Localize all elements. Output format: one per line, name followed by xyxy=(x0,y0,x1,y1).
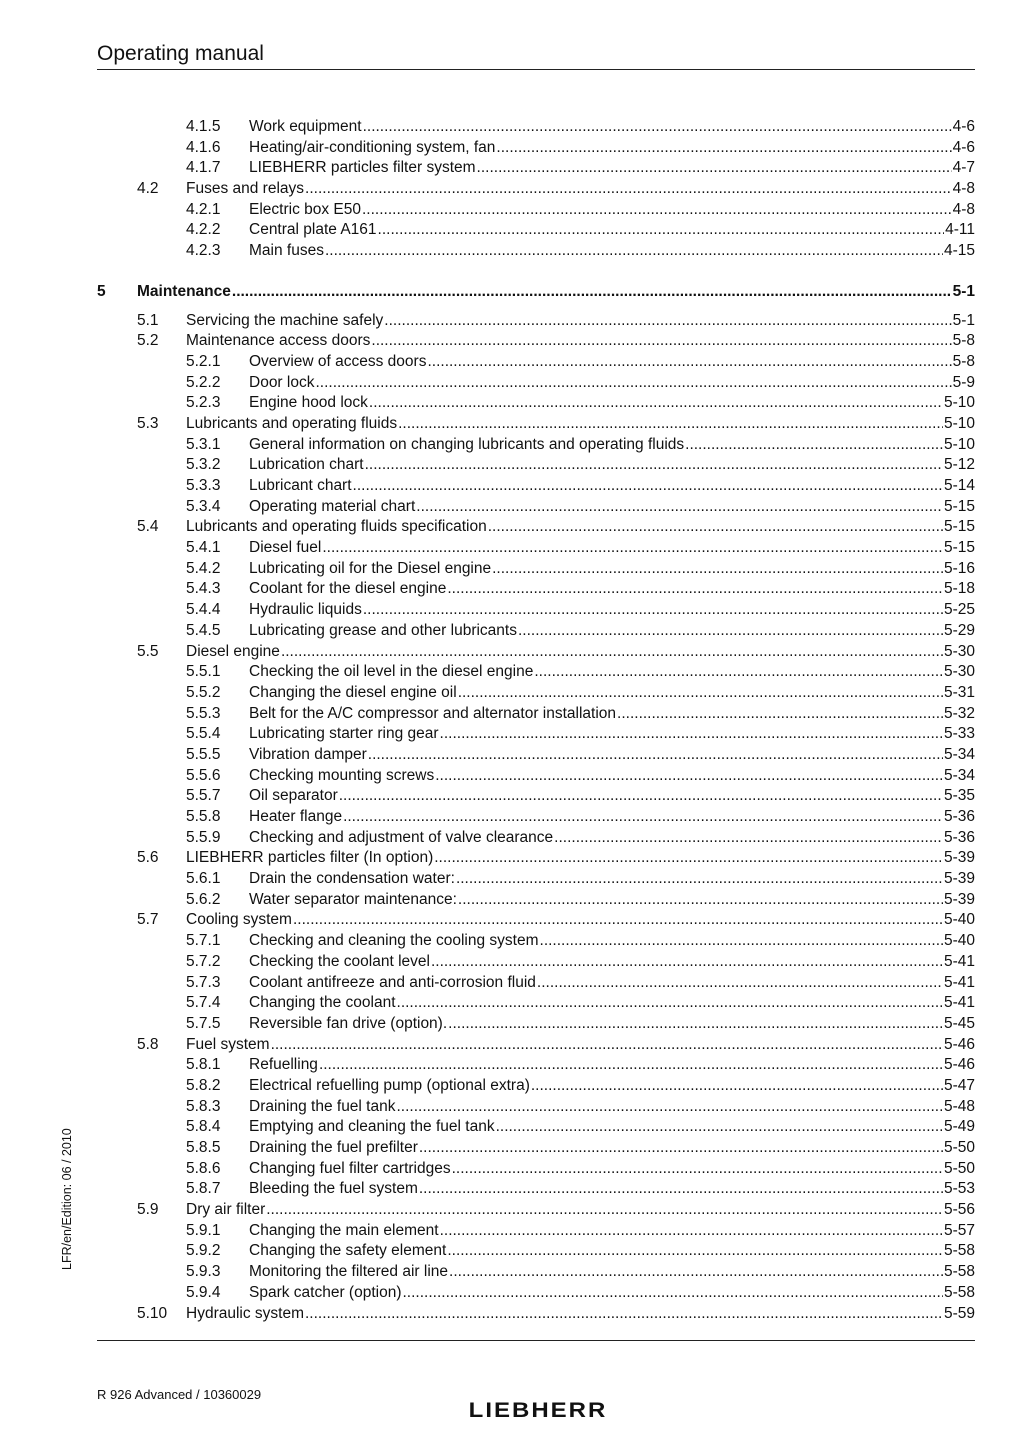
toc-entry-page: 5-9 xyxy=(952,373,975,391)
toc-entry[interactable] xyxy=(0,869,1024,890)
toc-leader-dots xyxy=(448,1014,943,1035)
toc-leader-dots xyxy=(362,200,952,221)
toc-entry-title: Changing fuel filter cartridges xyxy=(249,1159,451,1177)
toc-entry-title: Monitoring the filtered air line xyxy=(249,1263,449,1281)
toc-entry-number: 5.7.4 xyxy=(186,994,221,1012)
toc-entry[interactable] xyxy=(0,138,1024,159)
toc-entry-page: 5-39 xyxy=(943,849,975,867)
toc-entry-page: 5-10 xyxy=(943,394,975,412)
toc-leader-dots xyxy=(419,1179,943,1200)
toc-leader-dots xyxy=(232,282,952,303)
toc-leader-dots xyxy=(319,1055,943,1076)
toc-entry-page: 5-47 xyxy=(943,1076,975,1094)
toc-leader-dots xyxy=(353,476,943,497)
toc-entry[interactable] xyxy=(0,414,1024,435)
toc-entry-title: Refuelling xyxy=(249,1056,318,1074)
toc-entry-number: 5.6.1 xyxy=(186,870,221,888)
toc-entry-number: 5.6 xyxy=(137,849,159,867)
toc-entry-number: 5.4 xyxy=(137,518,159,536)
toc-leader-dots xyxy=(518,621,943,642)
toc-entry-title: Hydraulic system xyxy=(186,1304,304,1322)
toc-entry-number: 5.4.4 xyxy=(186,601,221,619)
toc-entry-page: 5-25 xyxy=(943,601,975,619)
toc-entry-number: 5.5.2 xyxy=(186,683,221,701)
toc-entry-title: Checking and adjustment of valve clearance xyxy=(249,828,554,846)
toc-entry-page: 5-59 xyxy=(943,1304,975,1322)
toc-entry-number: 5.8.1 xyxy=(186,1056,221,1074)
toc-entry[interactable] xyxy=(0,373,1024,394)
toc-entry-page: 5-14 xyxy=(943,477,975,494)
toc-entry[interactable] xyxy=(0,579,1024,600)
toc-entry-page: 5-35 xyxy=(943,787,975,805)
toc-entry-title: Diesel fuel xyxy=(249,539,322,557)
toc-entry-title: General information on changing lubricants and operating fluids xyxy=(249,435,685,453)
toc-leader-dots xyxy=(458,890,943,911)
toc-entry-title: Coolant for the diesel engine xyxy=(249,580,447,598)
toc-entry-number: 5.9.2 xyxy=(186,1242,221,1260)
toc-entry-title: Vibration damper xyxy=(249,745,367,763)
toc-entry-number: 5.4.3 xyxy=(186,580,221,598)
toc-entry-title: Drain the condensation water: xyxy=(249,870,455,888)
toc-entry-page: 4-6 xyxy=(952,118,975,135)
toc-leader-dots xyxy=(447,1241,943,1262)
toc-entry[interactable] xyxy=(0,220,1024,241)
toc-entry[interactable] xyxy=(0,1262,1024,1283)
toc-entry-number: 4.2 xyxy=(137,180,159,198)
toc-entry[interactable] xyxy=(0,158,1024,179)
toc-leader-dots xyxy=(440,1221,943,1242)
toc-entry[interactable] xyxy=(0,786,1024,807)
toc-entry-title: Engine hood lock xyxy=(249,394,368,412)
toc-leader-dots xyxy=(343,807,943,828)
toc-entry-page: 5-49 xyxy=(943,1118,975,1136)
toc-leader-dots xyxy=(369,393,943,414)
toc-entry-number: 5.4.5 xyxy=(186,621,221,639)
toc-leader-dots xyxy=(458,683,943,704)
toc-entry[interactable] xyxy=(0,973,1024,994)
toc-entry-page: 5-40 xyxy=(943,932,975,950)
toc-entry-page: 5-41 xyxy=(943,952,975,970)
toc-entry-number: 5.5.8 xyxy=(186,808,221,825)
toc-entry-title: Changing the diesel engine oil xyxy=(249,683,457,701)
toc-entry[interactable] xyxy=(0,807,1024,828)
toc-entry-page: 5-41 xyxy=(943,973,975,991)
toc-entry-number: 5.5.6 xyxy=(186,766,221,784)
toc-entry-title: Operating material chart xyxy=(249,497,416,515)
toc-entry-page: 5-16 xyxy=(943,559,975,577)
toc-leader-dots xyxy=(540,931,943,952)
toc-entry[interactable] xyxy=(0,600,1024,621)
toc-entry[interactable] xyxy=(0,517,1024,538)
toc-leader-dots xyxy=(534,662,943,683)
toc-leader-dots xyxy=(363,117,952,138)
toc-entry-number: 4.2.1 xyxy=(186,200,221,218)
toc-entry-title: Hydraulic liquids xyxy=(249,601,362,619)
toc-entry-number: 5.8.3 xyxy=(186,1097,221,1115)
toc-entry-title: Overview of access doors xyxy=(249,352,427,370)
toc-entry[interactable] xyxy=(0,1035,1024,1056)
toc-leader-dots xyxy=(531,1076,943,1097)
toc-entry-title: Coolant antifreeze and anti-corrosion fluid xyxy=(249,973,536,991)
toc-leader-dots xyxy=(419,1138,943,1159)
toc-entry-number: 5.4.1 xyxy=(186,539,221,557)
toc-entry-page: 5-15 xyxy=(943,518,975,536)
toc-entry-page: 5-31 xyxy=(943,683,975,701)
toc-entry-number: 5.9.4 xyxy=(186,1283,221,1301)
toc-entry-title: Lubricating oil for the Diesel engine xyxy=(249,559,492,577)
toc-entry-title: Heater flange xyxy=(249,808,343,825)
toc-entry[interactable] xyxy=(0,683,1024,704)
toc-entry[interactable] xyxy=(0,1076,1024,1097)
toc-entry[interactable] xyxy=(0,1014,1024,1035)
toc-entry[interactable] xyxy=(0,331,1024,352)
toc-leader-dots xyxy=(416,497,943,518)
toc-entry[interactable] xyxy=(0,848,1024,869)
toc-entry[interactable] xyxy=(0,993,1024,1014)
toc-leader-dots xyxy=(397,993,943,1014)
toc-entry-page: 4-11 xyxy=(945,221,975,239)
toc-leader-dots xyxy=(293,910,943,931)
toc-leader-dots xyxy=(427,352,951,373)
toc-entry-title: Lubricants and operating fluids xyxy=(186,414,398,432)
toc-entry-title: Checking the oil level in the diesel engine xyxy=(249,663,534,681)
toc-entry-page: 5-58 xyxy=(943,1283,975,1301)
toc-entry[interactable] xyxy=(0,642,1024,663)
toc-entry[interactable] xyxy=(0,1304,1024,1325)
toc-entry-number: 4.1.7 xyxy=(186,159,221,177)
toc-leader-dots xyxy=(365,455,943,476)
toc-entry-title: Cooling system xyxy=(186,911,292,929)
toc-entry-number: 5.5.9 xyxy=(186,828,221,846)
toc-entry-page: 5-58 xyxy=(943,1263,975,1281)
toc-leader-dots xyxy=(398,414,943,435)
toc-entry-number: 5.6.2 xyxy=(186,890,221,908)
toc-leader-dots xyxy=(435,766,943,787)
toc-entry-page: 5-39 xyxy=(943,890,975,908)
toc-entry-page: 4-8 xyxy=(952,200,975,218)
toc-entry-page: 5-50 xyxy=(943,1139,975,1156)
toc-entry-number: 4.1.6 xyxy=(186,138,221,156)
toc-leader-dots xyxy=(315,373,951,394)
toc-entry[interactable] xyxy=(0,1283,1024,1304)
toc-entry[interactable] xyxy=(0,662,1024,683)
toc-entry-title: Maintenance access doors xyxy=(186,332,371,350)
toc-entry-number: 5.5.4 xyxy=(186,725,221,743)
toc-entry[interactable] xyxy=(0,1179,1024,1200)
toc-leader-dots xyxy=(434,848,943,869)
toc-leader-dots xyxy=(488,517,943,538)
toc-leader-dots xyxy=(363,600,943,621)
toc-entry-page: 5-15 xyxy=(943,539,975,557)
toc-leader-dots xyxy=(496,1117,943,1138)
toc-entry[interactable] xyxy=(0,1097,1024,1118)
toc-entry-page: 5-8 xyxy=(952,352,975,370)
toc-entry-number: 5.5.3 xyxy=(186,704,221,722)
toc-leader-dots xyxy=(339,786,943,807)
toc-entry[interactable] xyxy=(0,1055,1024,1076)
toc-entry-number: 4.1.5 xyxy=(186,118,221,135)
toc-entry-page: 5-1 xyxy=(952,311,975,329)
toc-entry[interactable] xyxy=(0,724,1024,745)
toc-entry-title: Fuel system xyxy=(186,1035,270,1053)
toc-entry-title: Spark catcher (option) xyxy=(249,1283,402,1301)
toc-entry-title: Changing the main element xyxy=(249,1221,439,1239)
toc-entry-number: 5.8.2 xyxy=(186,1076,221,1094)
toc-entry-title: LIEBHERR particles filter (In option) xyxy=(186,849,434,867)
toc-entry-page: 5-46 xyxy=(943,1056,975,1074)
toc-entry[interactable] xyxy=(0,1241,1024,1262)
toc-leader-dots xyxy=(368,745,943,766)
logo-wordmark: LIEBHERR xyxy=(468,1397,608,1421)
toc-entry-number: 5.9.1 xyxy=(186,1221,221,1239)
toc-entry-page: 5-18 xyxy=(943,580,975,598)
toc-entry-title: Heating/air-conditioning system, fan xyxy=(249,138,496,156)
toc-entry[interactable] xyxy=(0,952,1024,973)
toc-entry-title: Changing the coolant xyxy=(249,994,396,1012)
toc-entry[interactable] xyxy=(0,559,1024,580)
toc-entry-page: 5-32 xyxy=(943,704,975,722)
toc-entry-number: 5.8 xyxy=(137,1035,159,1053)
toc-entry-title: Draining the fuel prefilter xyxy=(249,1139,418,1156)
toc-entry-page: 5-48 xyxy=(943,1097,975,1115)
toc-entry-number: 4.2.3 xyxy=(186,242,221,260)
toc-entry[interactable] xyxy=(0,476,1024,497)
toc-entry-number: 5.1 xyxy=(137,311,159,329)
toc-entry[interactable] xyxy=(0,745,1024,766)
toc-entry-number: 5.5 xyxy=(137,642,159,660)
toc-leader-dots xyxy=(477,158,952,179)
toc-entry[interactable] xyxy=(0,910,1024,931)
toc-entry-page: 4-6 xyxy=(952,138,975,156)
toc-leader-dots xyxy=(440,724,943,745)
liebherr-logo xyxy=(458,1397,618,1421)
toc-entry-page: 5-46 xyxy=(943,1035,975,1053)
toc-entry-number: 5.8.6 xyxy=(186,1159,221,1177)
toc-entry-page: 5-30 xyxy=(943,642,975,660)
toc-leader-dots xyxy=(325,241,943,262)
toc-entry-title: Checking the coolant level xyxy=(249,952,430,970)
toc-entry-number: 5.10 xyxy=(137,1304,168,1322)
toc-entry-page: 5-29 xyxy=(943,621,975,639)
toc-entry-page: 5-41 xyxy=(943,994,975,1012)
toc-entry-number: 5.5.1 xyxy=(186,663,221,681)
toc-entry-page: 5-36 xyxy=(943,828,975,846)
toc-entry-title: Dry air filter xyxy=(186,1201,266,1219)
toc-entry-number: 4.2.2 xyxy=(186,221,221,239)
toc-leader-dots xyxy=(554,828,943,849)
toc-entry-title: Checking and cleaning the cooling system xyxy=(249,932,539,950)
toc-entry-page: 5-39 xyxy=(943,870,975,888)
toc-entry-page: 5-10 xyxy=(943,435,975,453)
toc-entry[interactable] xyxy=(0,455,1024,476)
toc-entry-title: Oil separator xyxy=(249,787,338,805)
toc-entry-number: 5.3.3 xyxy=(186,477,221,494)
toc-entry-number: 5.7.3 xyxy=(186,973,221,991)
toc-entry-number: 5.8.7 xyxy=(186,1180,221,1198)
toc-entry-number: 5.3.1 xyxy=(186,435,221,453)
toc-entry-page: 4-7 xyxy=(952,159,975,177)
toc-entry[interactable] xyxy=(0,828,1024,849)
toc-leader-dots xyxy=(305,179,952,200)
toc-entry[interactable] xyxy=(0,890,1024,911)
toc-entry[interactable] xyxy=(0,538,1024,559)
toc-entry-title: Fuses and relays xyxy=(186,180,305,198)
toc-entry-number: 5.5.5 xyxy=(186,745,221,763)
toc-entry-number: 5.8.5 xyxy=(186,1139,221,1156)
toc-entry[interactable] xyxy=(0,352,1024,373)
toc-leader-dots xyxy=(271,1035,943,1056)
toc-leader-dots xyxy=(266,1200,943,1221)
toc-entry-page: 5-34 xyxy=(943,766,975,784)
toc-entry[interactable] xyxy=(0,1117,1024,1138)
toc-leader-dots xyxy=(456,869,943,890)
toc-entry-number: 5.2.2 xyxy=(186,373,221,391)
toc-entry-title: Electrical refuelling pump (optional extra) xyxy=(249,1076,530,1094)
toc-leader-dots xyxy=(403,1283,943,1304)
toc-entry[interactable] xyxy=(0,621,1024,642)
toc-entry-number: 5.7.5 xyxy=(186,1014,221,1032)
toc-entry-page: 5-10 xyxy=(943,414,975,432)
toc-entry-page: 5-30 xyxy=(943,663,975,681)
toc-leader-dots xyxy=(496,138,951,159)
toc-entry-title: Work equipment xyxy=(249,118,362,135)
toc-entry-title: Draining the fuel tank xyxy=(249,1097,396,1115)
toc-leader-dots xyxy=(447,579,943,600)
toc-leader-dots xyxy=(322,538,943,559)
toc-leader-dots xyxy=(492,559,943,580)
toc-entry-page: 5-8 xyxy=(952,332,975,350)
toc-leader-dots xyxy=(685,435,943,456)
toc-entry-page: 5-40 xyxy=(943,911,975,929)
edition-sidebar-text: LFR/en/Edition: 06 / 2010 xyxy=(60,1128,74,1270)
footer-model-number: R 926 Advanced / 10360029 xyxy=(97,1387,262,1402)
toc-entry-title: Lubricating grease and other lubricants xyxy=(249,621,517,639)
toc-leader-dots xyxy=(537,973,943,994)
toc-entry-title: Emptying and cleaning the fuel tank xyxy=(249,1118,495,1136)
toc-leader-dots xyxy=(617,704,943,725)
toc-entry-page: 4-8 xyxy=(952,180,975,198)
toc-entry-title: Belt for the A/C compressor and alternator installation xyxy=(249,704,617,722)
footer-divider xyxy=(97,1340,975,1341)
toc-entry-number: 5.7 xyxy=(137,911,159,929)
toc-entry[interactable] xyxy=(0,931,1024,952)
toc-entry-number: 5.8.4 xyxy=(186,1118,221,1136)
toc-entry-number: 5.3.2 xyxy=(186,456,221,474)
page-header-title: Operating manual xyxy=(97,42,264,65)
toc-entry-title: Door lock xyxy=(249,373,315,391)
toc-entry-number: 5.3 xyxy=(137,414,159,432)
toc-entry-page: 5-56 xyxy=(943,1201,975,1219)
toc-entry[interactable] xyxy=(0,282,1024,303)
toc-entry-title: Bleeding the fuel system xyxy=(249,1180,418,1198)
toc-entry-title: Electric box E50 xyxy=(249,200,361,218)
toc-leader-dots xyxy=(431,952,943,973)
toc-entry-page: 5-58 xyxy=(943,1242,975,1260)
toc-entry-page: 5-36 xyxy=(943,808,975,825)
toc-entry-number: 5.3.4 xyxy=(186,497,221,515)
toc-entry[interactable] xyxy=(0,1221,1024,1242)
toc-entry-title: Servicing the machine safely xyxy=(186,311,384,329)
toc-entry-title: Maintenance xyxy=(137,282,231,300)
toc-entry-page: 5-57 xyxy=(943,1221,975,1239)
toc-entry-title: Central plate A161 xyxy=(249,221,377,239)
toc-entry-page: 5-53 xyxy=(943,1180,975,1198)
toc-leader-dots xyxy=(378,220,945,241)
toc-entry-title: Changing the safety element xyxy=(249,1242,447,1260)
toc-entry[interactable] xyxy=(0,179,1024,200)
toc-entry-number: 5.9.3 xyxy=(186,1263,221,1281)
toc-entry-page: 5-45 xyxy=(943,1014,975,1032)
toc-entry-number: 5.2.3 xyxy=(186,394,221,412)
toc-entry-title: Lubricant chart xyxy=(249,477,352,494)
toc-entry[interactable] xyxy=(0,1138,1024,1159)
toc-entry[interactable] xyxy=(0,1200,1024,1221)
toc-entry[interactable] xyxy=(0,766,1024,787)
toc-entry[interactable] xyxy=(0,311,1024,332)
toc-entry[interactable] xyxy=(0,435,1024,456)
toc-leader-dots xyxy=(449,1262,943,1283)
toc-entry-page: 4-15 xyxy=(943,242,975,260)
toc-entry-number: 5.9 xyxy=(137,1201,159,1219)
header-divider xyxy=(97,69,975,70)
toc-entry-title: Main fuses xyxy=(249,242,324,260)
table-of-contents xyxy=(0,117,1024,1324)
toc-entry-page: 5-34 xyxy=(943,745,975,763)
toc-entry-title: Checking mounting screws xyxy=(249,766,435,784)
toc-entry[interactable] xyxy=(0,393,1024,414)
toc-entry-number: 5.2 xyxy=(137,332,159,350)
toc-entry-number: 5.4.2 xyxy=(186,559,221,577)
toc-leader-dots xyxy=(396,1097,942,1118)
toc-entry-page: 5-1 xyxy=(952,282,975,300)
toc-entry[interactable] xyxy=(0,497,1024,518)
toc-entry-page: 5-15 xyxy=(943,497,975,515)
toc-entry-number: 5.2.1 xyxy=(186,352,221,370)
toc-entry-page: 5-50 xyxy=(943,1159,975,1177)
toc-entry[interactable] xyxy=(0,117,1024,138)
toc-entry-title: Water separator maintenance: xyxy=(249,890,457,908)
toc-entry-title: Lubricants and operating fluids specification xyxy=(186,518,487,536)
toc-entry-number: 5 xyxy=(97,282,106,300)
toc-entry[interactable] xyxy=(0,704,1024,725)
toc-entry-number: 5.5.7 xyxy=(186,787,221,805)
toc-entry-number: 5.7.2 xyxy=(186,952,221,970)
toc-leader-dots xyxy=(384,311,951,332)
toc-entry-title: Lubrication chart xyxy=(249,456,364,474)
toc-entry-page: 5-33 xyxy=(943,725,975,743)
toc-leader-dots xyxy=(452,1159,943,1180)
toc-entry[interactable] xyxy=(0,1159,1024,1180)
toc-entry-title: Reversible fan drive (option). xyxy=(249,1014,448,1032)
toc-entry-page: 5-12 xyxy=(943,456,975,474)
toc-entry-number: 5.7.1 xyxy=(186,932,221,950)
toc-entry-title: Diesel engine xyxy=(186,642,280,660)
toc-leader-dots xyxy=(371,331,951,352)
toc-leader-dots xyxy=(305,1304,943,1325)
toc-leader-dots xyxy=(281,642,943,663)
toc-entry[interactable] xyxy=(0,200,1024,221)
toc-entry[interactable] xyxy=(0,241,1024,262)
toc-entry-title: Lubricating starter ring gear xyxy=(249,725,439,743)
toc-entry-title: LIEBHERR particles filter system xyxy=(249,159,476,177)
